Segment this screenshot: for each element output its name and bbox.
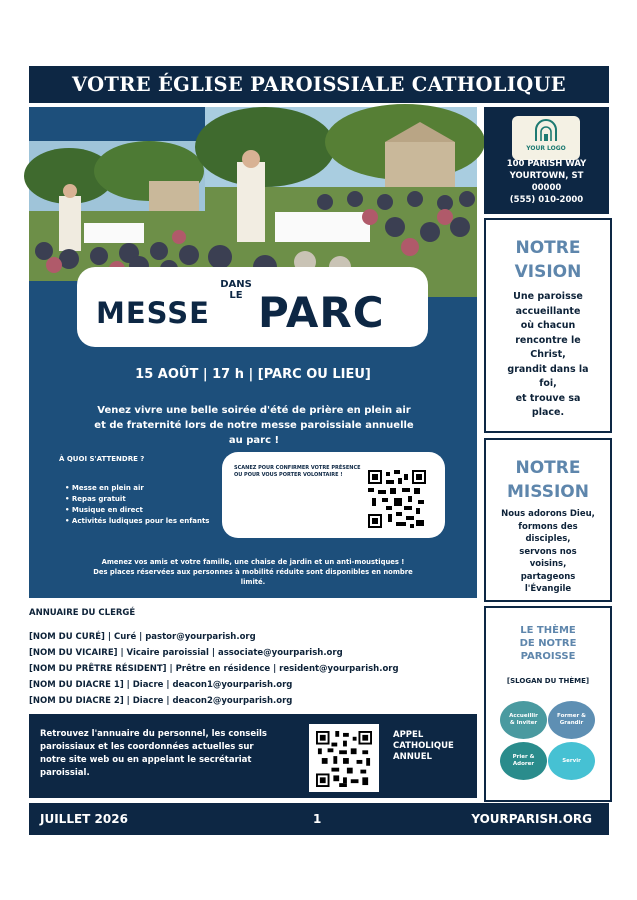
- vision-line: Christ,: [530, 349, 566, 360]
- pillar-grow: [548, 701, 595, 739]
- pillar-label: Adorer: [512, 761, 535, 767]
- parish-phone: (555) 010-2000: [509, 195, 584, 205]
- vision-line: Une paroisse: [513, 291, 583, 302]
- info-text: [40, 728, 280, 780]
- page-number: 1: [313, 812, 322, 826]
- event-title-messe: MESSE: [96, 296, 210, 330]
- theme-title-line: LE THÈME: [520, 625, 576, 636]
- bring-note: [77, 557, 429, 587]
- mission-body: [486, 508, 610, 594]
- bring-line: Amenez vos amis et votre famille, une chaise de jardin et un anti-moustiques !: [101, 558, 405, 566]
- info-line: notre site web ou en appelant le secrétariat: [40, 755, 252, 765]
- vision-body: [486, 290, 610, 421]
- list-item: • Musique en direct: [65, 505, 209, 516]
- list-item: [NOM DU DIACRE 1] | Diacre | deacon1@yourparish.org: [29, 680, 293, 690]
- vision-line: foi,: [539, 378, 557, 389]
- mission-line: voisins,: [529, 559, 567, 569]
- mission-line: partageons: [520, 571, 576, 582]
- theme-title: [486, 624, 610, 663]
- theme-slogan: [SLOGAN DU THÈME]: [506, 677, 590, 685]
- info-line: paroissial.: [40, 768, 90, 778]
- vision-title-line: NOTRE: [515, 238, 581, 258]
- rsvp-text: [234, 465, 372, 479]
- intro-line: et de fraternité lors de notre messe paroissiale annuelle: [94, 420, 414, 431]
- list-item: [NOM DU VICAIRE] | Vicaire paroissial | associate@yourparish.org: [29, 648, 343, 658]
- pillar-label: Prier &: [512, 754, 535, 760]
- theme-title-line: PAROISSE: [520, 651, 576, 662]
- mission-title-line: MISSION: [507, 482, 589, 502]
- le-label: LE: [229, 290, 243, 301]
- rsvp-line: OU POUR VOUS PORTER VOLONTAIRE !: [234, 472, 343, 478]
- vision-line: rencontre le: [515, 334, 581, 346]
- list-item: • Activités ludiques pour les enfants: [65, 516, 209, 527]
- pillar-label: Accueillir: [509, 713, 538, 719]
- mass-photo-left: [29, 141, 207, 281]
- rsvp-line: SCANEZ POUR CONFIRMER VOTRE PRÉSENCE: [234, 465, 361, 471]
- pillar-label: Servir: [562, 757, 581, 764]
- logo-text: YOUR LOGO: [526, 145, 566, 152]
- mission-title: [486, 456, 610, 504]
- expect-heading: À QUOI S'ATTENDRE ?: [59, 455, 145, 463]
- vision-title-line: VISION: [514, 262, 582, 282]
- info-line: Retrouvez l'annuaire du personnel, les conseils: [40, 729, 267, 739]
- pillar-label: & Inviter: [509, 720, 538, 726]
- mission-title-line: NOTRE: [515, 458, 581, 478]
- rsvp-qr-code-icon[interactable]: [368, 470, 426, 528]
- vision-line: place.: [531, 407, 565, 418]
- appeal-line: APPEL: [393, 730, 424, 740]
- page-footer: [29, 803, 609, 835]
- event-title-dans-le: [217, 279, 255, 301]
- list-item: [NOM DU PRÊTRE RÉSIDENT] | Prêtre en résidence | resident@yourparish.org: [29, 664, 399, 674]
- pillar-pray: [500, 742, 547, 780]
- list-item: • Repas gratuit: [65, 494, 209, 505]
- vision-line: accueillante: [515, 305, 581, 317]
- pillar-label: Grandir: [559, 720, 584, 726]
- bring-line: Des places réservées aux personnes à mobilité réduite sont disponibles en nombre: [93, 568, 413, 576]
- mission-line: l'Évangile: [524, 584, 572, 594]
- address-line: 00000: [531, 183, 562, 193]
- list-item: [NOM DU CURÉ] | Curé | pastor@yourparish.org: [29, 632, 256, 642]
- intro-line: Venez vivre une belle soirée d'été de prière en plein air: [97, 405, 411, 416]
- footer-date: JUILLET 2026: [40, 812, 128, 826]
- page-title: VOTRE ÉGLISE PAROISSIALE CATHOLIQUE: [29, 66, 609, 103]
- mission-line: Nous adorons Dieu,: [501, 509, 595, 519]
- parish-logo: [512, 116, 580, 160]
- expect-list: [65, 483, 209, 527]
- pillar-welcome: [500, 701, 547, 739]
- intro-line: au parc !: [228, 435, 280, 446]
- theme-title-line: DE NOTRE: [519, 638, 577, 649]
- mission-line: disciples,: [525, 534, 571, 544]
- appeal-line: ANNUEL: [393, 752, 432, 762]
- mission-card: [484, 438, 612, 602]
- list-item: [NOM DU DIACRE 2] | Diacre | deacon2@yourparish.org: [29, 696, 293, 706]
- clergy-directory-heading: ANNUAIRE DU CLERGÉ: [29, 608, 136, 618]
- event-title-parc: PARC: [258, 288, 385, 337]
- vision-line: grandit dans la: [507, 363, 589, 375]
- mission-line: formons des: [518, 521, 578, 532]
- church-arch-icon: [532, 120, 560, 142]
- event-date-line: 15 AOÛT | 17 h | [PARC OU LIEU]: [135, 367, 371, 382]
- address-line: YOURTOWN, ST: [509, 171, 584, 181]
- list-item: • Messe en plein air: [65, 483, 209, 494]
- footer-website-link[interactable]: YOURPARISH.ORG: [471, 812, 592, 826]
- vision-line: et trouve sa: [515, 392, 581, 404]
- mission-line: servons nos: [519, 546, 577, 557]
- dans-label: DANS: [220, 279, 252, 290]
- pillar-label: Former &: [557, 713, 586, 719]
- event-intro: [84, 403, 424, 448]
- info-line: paroissiaux et les coordonnées actuelles sur: [40, 742, 254, 752]
- vision-line: où chacun: [520, 320, 576, 331]
- clergy-directory: [29, 629, 399, 709]
- pillar-serve: [548, 742, 595, 780]
- vision-card: [484, 218, 612, 433]
- appeal-qr-code-icon[interactable]: [316, 731, 372, 787]
- parish-address: [484, 158, 609, 206]
- bring-line: limité.: [240, 578, 266, 586]
- theme-card: [484, 606, 612, 802]
- vision-title: [486, 236, 610, 284]
- address-line: 100 PARISH WAY: [506, 159, 587, 169]
- annual-appeal-label: [393, 730, 473, 763]
- appeal-line: CATHOLIQUE: [393, 741, 454, 751]
